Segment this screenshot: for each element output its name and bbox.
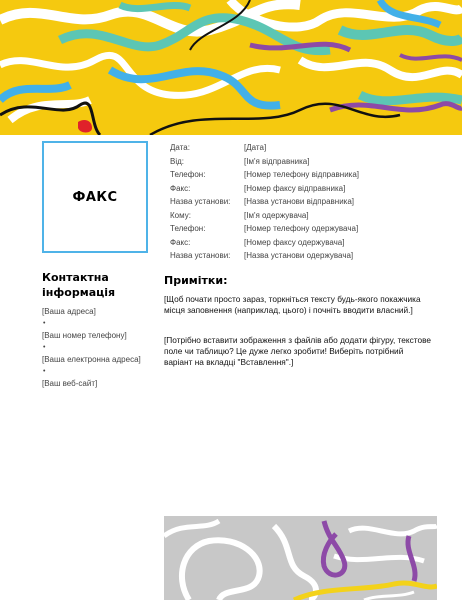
- field-row-recipient-fax: [170, 236, 359, 250]
- field-value[interactable]: [Дата]: [244, 143, 267, 152]
- field-value[interactable]: [Номер телефону одержувача]: [244, 224, 359, 233]
- field-value[interactable]: [Ім'я відправника]: [244, 156, 310, 166]
- fax-title: ФАКС: [72, 189, 118, 205]
- field-label: Факс:: [170, 237, 191, 247]
- field-label: Назва установи:: [170, 197, 231, 206]
- field-value[interactable]: [Ім'я одержувача]: [244, 210, 309, 220]
- field-row-recipient-phone: [170, 222, 359, 236]
- field-value[interactable]: [Назва установи одержувача]: [244, 251, 354, 260]
- contact-phone[interactable]: [Ваш номер телефону]: [42, 331, 127, 340]
- field-row-to: [170, 209, 359, 223]
- field-value[interactable]: [Номер телефону відправника]: [244, 170, 360, 179]
- contact-list: [42, 306, 141, 390]
- field-row-sender-phone: [170, 168, 359, 182]
- fax-title-box: [42, 141, 148, 253]
- bullet-separator: •: [43, 368, 46, 375]
- field-label: Телефон:: [170, 170, 206, 179]
- field-label: Дата:: [170, 143, 190, 152]
- notes-paragraph-2[interactable]: [Потрібно вставити зображення з файлів або додати фігуру, текстове поле чи таблицю? Це дуже легко зробити! Виберіть потрібний варіант на вкладці "Вставлення".]: [164, 335, 432, 367]
- field-label: Факс:: [170, 183, 191, 193]
- contact-heading: Контактна інформація: [42, 271, 116, 299]
- field-row-from: [170, 155, 359, 169]
- field-label: Від:: [170, 156, 185, 166]
- contact-website[interactable]: [Ваш веб-сайт]: [42, 379, 98, 388]
- field-row-sender-company: [170, 195, 359, 209]
- bullet-separator: •: [43, 320, 46, 327]
- field-value[interactable]: [Номер факсу відправника]: [244, 183, 346, 193]
- contact-address[interactable]: [Ваша адреса]: [42, 307, 96, 316]
- fax-fields: [170, 141, 359, 263]
- field-row-date: [170, 141, 359, 155]
- field-row-recipient-company: [170, 249, 359, 263]
- field-label: Телефон:: [170, 224, 206, 233]
- field-label: Назва установи:: [170, 251, 231, 260]
- field-row-sender-fax: [170, 182, 359, 196]
- notes-heading: Примітки:: [164, 274, 228, 287]
- header-swirl-art: [0, 0, 462, 135]
- contact-email[interactable]: [Ваша електронна адреса]: [42, 355, 141, 364]
- bullet-separator: •: [43, 344, 46, 351]
- field-label: Кому:: [170, 210, 191, 220]
- field-value[interactable]: [Назва установи відправника]: [244, 197, 355, 206]
- footer-swirl-art: [164, 516, 437, 600]
- notes-paragraph-1[interactable]: [Щоб почати просто зараз, торкніться тексту будь-якого покажчика місця заповнення (наприклад, цього) і почніть вводити власний.]: [164, 294, 421, 315]
- field-value[interactable]: [Номер факсу одержувача]: [244, 237, 345, 247]
